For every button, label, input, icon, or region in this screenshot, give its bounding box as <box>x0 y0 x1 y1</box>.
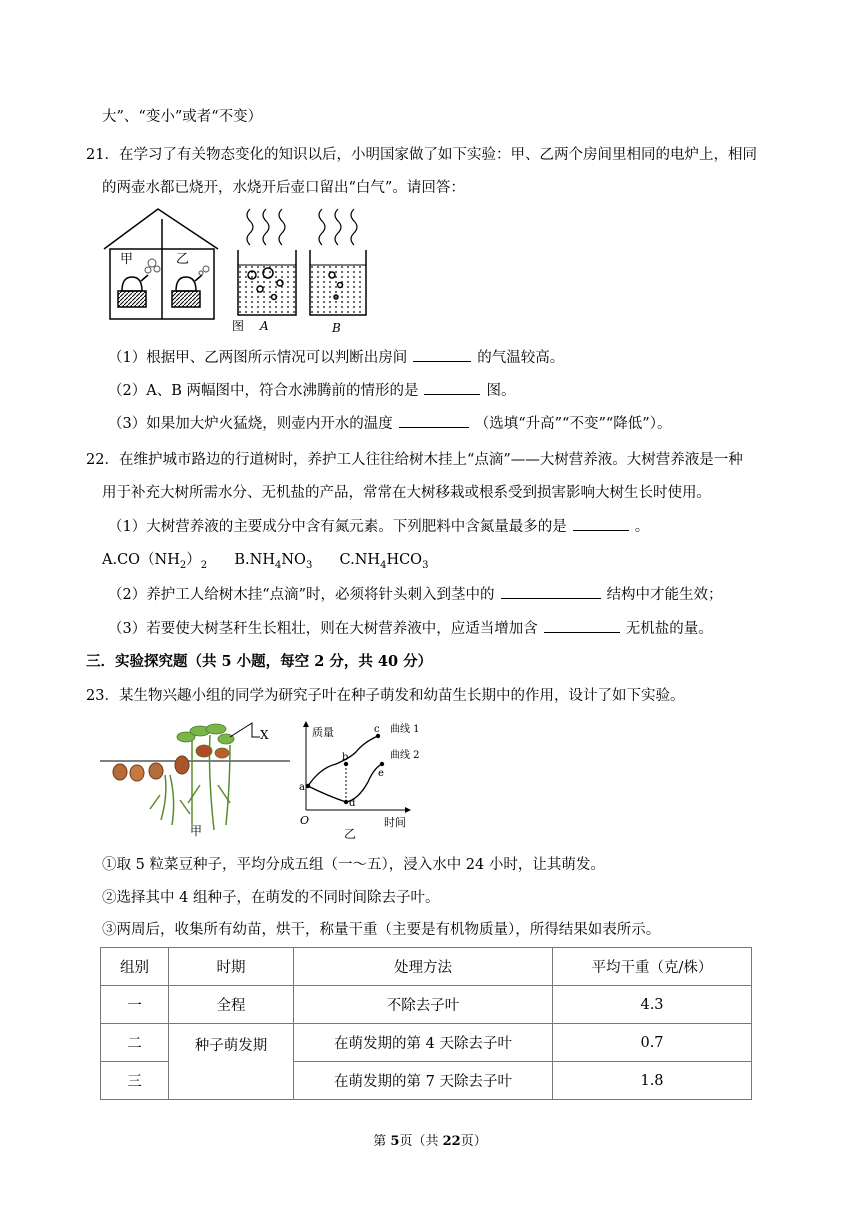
header-cell: 时期 <box>169 948 294 986</box>
answer-blank[interactable] <box>544 618 620 633</box>
page-footer: 第 5页（共 22页） <box>373 1134 487 1149</box>
chart-xlabel: 时间 <box>384 816 406 829</box>
results-table <box>100 947 752 1100</box>
beaker-a <box>238 209 296 315</box>
cell-method: 在萌发期的第 7 天除去子叶 <box>294 1062 553 1100</box>
chart-origin: O <box>300 814 310 827</box>
q21-figure <box>100 205 370 335</box>
answer-blank[interactable] <box>413 347 471 362</box>
curve-1-label: 曲线 1 <box>390 724 420 735</box>
q23-line1: 23．某生物兴趣小组的同学为研究子叶在种子萌发和幼苗生长期中的作用，设计了如下实验。 <box>86 688 685 704</box>
pt-e: e <box>378 768 384 779</box>
cell-group: 二 <box>101 1024 169 1062</box>
cell-period: 种子萌发期 <box>169 1024 294 1100</box>
label-a: A <box>260 319 269 333</box>
fig-yi-label: 乙 <box>344 827 357 841</box>
table-row <box>101 1024 752 1062</box>
pt-d: d <box>349 798 356 809</box>
cell-period: 全程 <box>169 986 294 1024</box>
cell-group: 一 <box>101 986 169 1024</box>
q23-step1: ①取 5 粒菜豆种子，平均分成五组（一～五），浸入水中 24 小时，让其萌发。 <box>102 857 605 873</box>
q21-line1: 21．在学习了有关物态变化的知识以后，小明国家做了如下实验：甲、乙两个房间里相同的电炉上，相同 <box>86 147 757 163</box>
pt-b: b <box>342 752 349 763</box>
q23-figure-yi <box>298 718 428 843</box>
x-label: X <box>260 728 269 742</box>
header-cell: 处理方法 <box>294 948 553 986</box>
q23-step3: ③两周后，收集所有幼苗，烘干，称量干重（主要是有机物质量），所得结果如表所示。 <box>102 922 661 938</box>
header-cell: 组别 <box>101 948 169 986</box>
q22-part2: （2）养护工人给树木挂“点滴”时，必须将针头刺入到茎中的 结构中才能生效； <box>108 584 723 605</box>
x-pointer <box>230 723 260 737</box>
page-number: 5 <box>390 1134 400 1149</box>
label-yi: 乙 <box>176 252 190 267</box>
top-line: 大”、“变小”或者“不变） <box>102 109 263 125</box>
q21-part1: （1）根据甲、乙两图所示情况可以判断出房间 的气温较高。 <box>108 347 564 368</box>
chart-ylabel: 质量 <box>312 726 334 739</box>
answer-blank[interactable] <box>424 380 480 395</box>
leaves <box>177 724 234 758</box>
q23-figure-jia <box>100 715 290 840</box>
header-cell: 平均干重（克/株） <box>553 948 752 986</box>
cell-weight: 0.7 <box>553 1024 752 1062</box>
cell-weight: 4.3 <box>553 986 752 1024</box>
q22-line1: 22．在维护城市路边的行道树时，养护工人往往给树木挂上“点滴”——大树营养液。大树营养液是一种 <box>86 452 743 468</box>
answer-blank[interactable] <box>501 584 601 599</box>
q22-line2: 用于补充大树所需水分、无机盐的产品，常常在大树移栽或根系受到损害影响大树生长时使用。 <box>102 485 711 501</box>
q22-part1: （1）大树营养液的主要成分中含有氮元素。下列肥料中含氮量最多的是 。 <box>108 516 649 537</box>
q21-line2: 的两壶水都已烧开，水烧开后壶口留出“白气”。请回答： <box>102 180 465 196</box>
section-3-heading: 三．实验探究题（共 5 小题，每空 2 分，共 40 分） <box>86 653 433 670</box>
cell-method: 不除去子叶 <box>294 986 553 1024</box>
curve-2 <box>308 764 382 802</box>
label-b: B <box>332 321 341 335</box>
cell-group: 三 <box>101 1062 169 1100</box>
table-header-row <box>101 948 752 986</box>
q21-part3: （3）如果加大炉火猛烧，则壶内开水的温度 （选填“升高”“不变”“降低”）。 <box>108 413 671 434</box>
label-jia: 甲 <box>120 252 134 267</box>
page-total: 22 <box>442 1134 461 1149</box>
beaker-b <box>310 209 366 315</box>
answer-blank[interactable] <box>573 516 629 531</box>
cell-weight: 1.8 <box>553 1062 752 1100</box>
q21-part2: （2）A、B 两幅图中，符合水沸腾前的情形的是 图。 <box>108 380 515 401</box>
curve-2-label: 曲线 2 <box>390 750 420 761</box>
q22-options: $A.CO(NH_2)_2$ $B.NH_4NO_3$ $C.NH_4HCO_3$ <box>102 552 429 571</box>
pt-a: a <box>299 782 305 793</box>
q23-step2: ②选择其中 4 组种子，在萌发的不同时间除去子叶。 <box>102 890 440 906</box>
label-tu: 图 <box>232 319 245 333</box>
answer-blank[interactable] <box>399 413 469 428</box>
fig-jia-label: 甲 <box>190 824 203 838</box>
cell-method: 在萌发期的第 4 天除去子叶 <box>294 1024 553 1062</box>
seeds <box>113 756 189 781</box>
q22-part3: （3）若要使大树茎秆生长粗壮，则在大树营养液中，应适当增加含 无机盐的量。 <box>108 618 713 639</box>
table-row <box>101 986 752 1024</box>
pt-c: c <box>374 724 380 735</box>
